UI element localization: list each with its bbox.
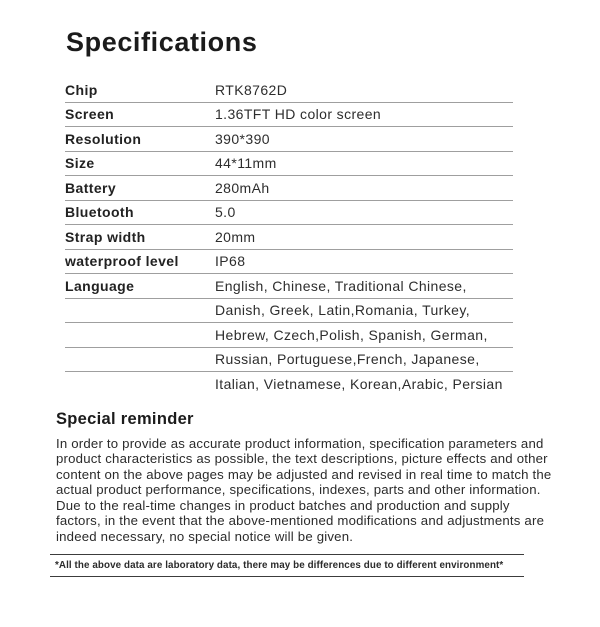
language-extra-row	[65, 299, 513, 324]
spec-value: 280mAh	[215, 179, 270, 196]
footnote	[50, 554, 524, 577]
spec-value: 5.0	[215, 204, 236, 221]
language-extra-row	[65, 372, 513, 397]
table-row	[65, 176, 513, 201]
spec-label: Bluetooth	[65, 204, 134, 221]
spec-value: IP68	[215, 253, 246, 270]
spec-label: Battery	[65, 179, 117, 196]
spec-value: RTK8762D	[215, 81, 288, 98]
language-line: Hebrew, Czech,Polish, Spanish, German,	[215, 326, 488, 343]
table-row	[65, 274, 513, 299]
spec-label: Screen	[65, 106, 115, 123]
spec-value: 44*11mm	[215, 155, 277, 172]
table-row	[65, 201, 513, 226]
table-row	[65, 103, 513, 128]
language-line: Russian, Portuguese,French, Japanese,	[215, 351, 480, 368]
spec-value: 1.36TFT HD color screen	[215, 106, 382, 123]
spec-label: Resolution	[65, 130, 142, 147]
language-extra-row	[65, 348, 513, 373]
spec-label: Chip	[65, 81, 98, 98]
footnote-text: *All the above data are laboratory data, there may be differences due to different environment*	[55, 559, 504, 571]
special-reminder-body: In order to provide as accurate product information, specification parameters and product characteristics as possible, the text descriptions, picture effects and other content on the above pages may be adjusted and revised in real time to match the actual product performance, specifications, indexes, parts and other information. Due to the real-time changes in product batches and production and supply factors, in the event that the above-mentioned modifications and adjustments are indeed necessary, no special notice will be given.	[56, 435, 552, 545]
spec-table	[65, 78, 513, 397]
spec-value: 20mm	[215, 228, 256, 245]
spec-value: 390*390	[215, 130, 270, 147]
table-row	[65, 78, 513, 103]
language-extra-row	[65, 323, 513, 348]
language-line: Italian, Vietnamese, Korean,Arabic, Persian	[215, 376, 503, 393]
spec-label: Language	[65, 277, 135, 294]
table-row	[65, 127, 513, 152]
table-row	[65, 250, 513, 275]
language-line: Danish, Greek, Latin,Romania, Turkey,	[215, 302, 470, 319]
spec-label: waterproof level	[65, 253, 179, 270]
spec-label: Strap width	[65, 228, 146, 245]
spec-value: English, Chinese, Traditional Chinese,	[215, 277, 467, 294]
spec-label: Size	[65, 155, 95, 172]
table-row	[65, 225, 513, 250]
special-reminder-title: Special reminder	[56, 409, 194, 428]
table-row	[65, 152, 513, 177]
page-title: Specifications	[66, 27, 258, 57]
